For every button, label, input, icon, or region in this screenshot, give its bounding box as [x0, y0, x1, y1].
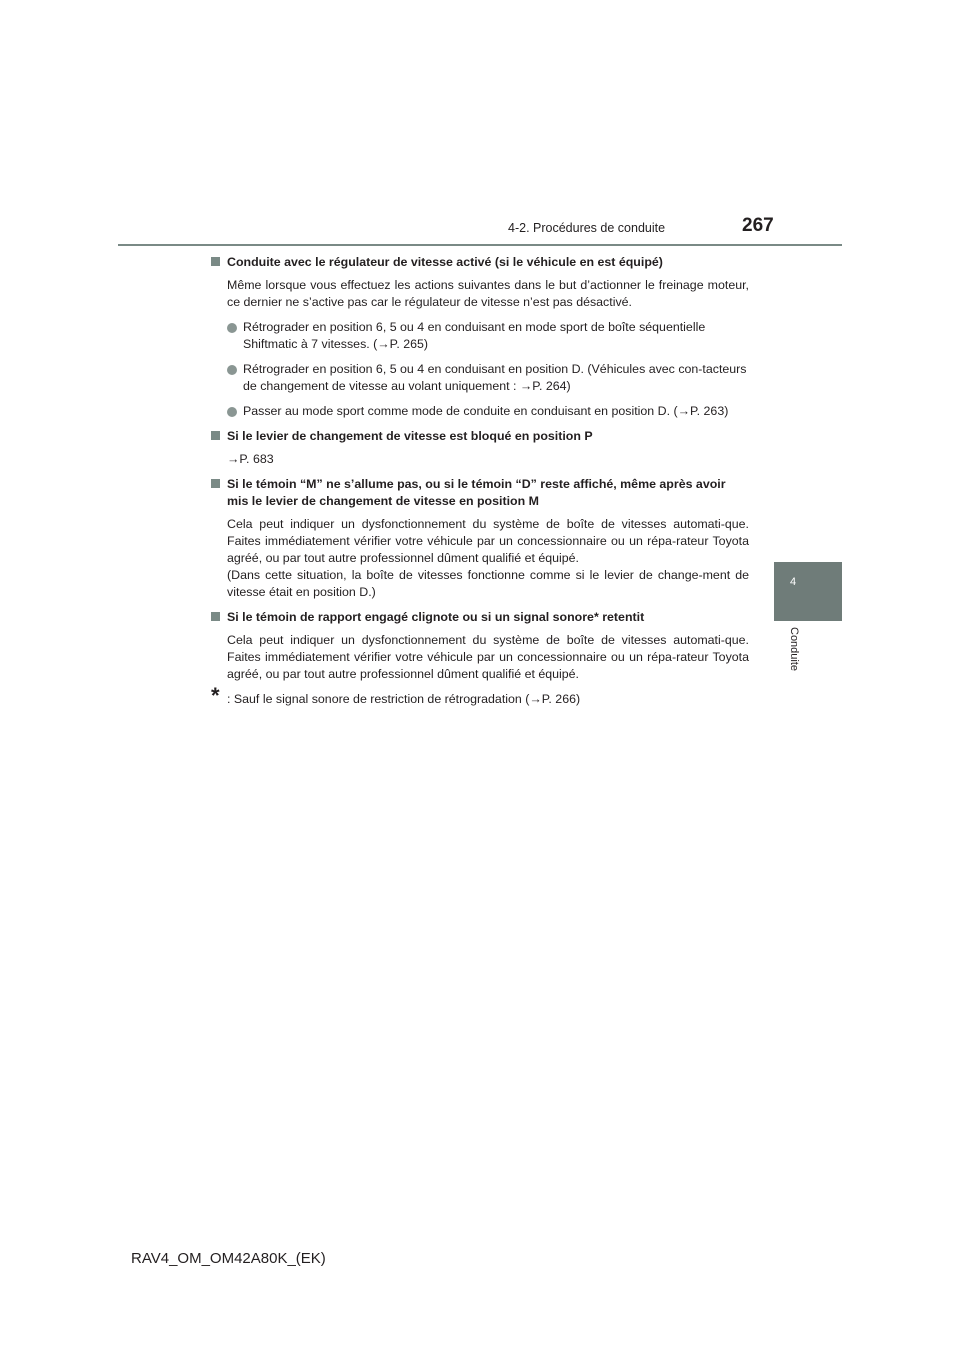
square-bullet-icon — [211, 479, 220, 488]
chapter-tab-number: 4 — [790, 576, 797, 588]
list-item-text: Rétrograder en position 6, 5 ou 4 en conduisant en mode sport de boîte séquentielle Shiftmatic à 7 vitesses. (→P. 265) — [243, 320, 706, 351]
footnote-mark: * — [211, 683, 220, 708]
circle-bullet-icon — [227, 365, 237, 375]
square-bullet-icon — [211, 257, 220, 266]
list-item — [227, 403, 749, 420]
footnote — [211, 683, 749, 708]
list-item-text: Passer au mode sport comme mode de conduite en conduisant en position D. (→P. 263) — [243, 404, 729, 418]
section-heading — [211, 254, 749, 271]
circle-bullet-icon — [227, 407, 237, 417]
section-paragraph — [227, 516, 749, 601]
circle-bullet-icon — [227, 323, 237, 333]
section-heading — [211, 476, 749, 510]
section-heading — [211, 609, 749, 626]
section-heading — [211, 428, 749, 445]
chapter-tab-label: Conduite — [788, 627, 800, 672]
header-divider — [118, 244, 842, 246]
section-paragraph-line: Cela peut indiquer un dysfonctionnement du système de boîte de vitesses automati-que. Faites immédiatement vérifier votre véhicule par un concessionnaire ou un répa-rateur Toyota agréé, ou par tout autre professionnel dûment qualifié et équipé. — [227, 517, 749, 565]
header-section-title: 4-2. Procédures de conduite — [508, 221, 666, 235]
document-code: RAV4_OM_OM42A80K_(EK) — [131, 1250, 326, 1267]
page-reference: →P. 683 — [227, 452, 274, 466]
page-content — [211, 254, 749, 708]
chapter-tab — [774, 562, 842, 621]
section-heading-text: Si le témoin “M” ne s’allume pas, ou si le témoin “D” reste affiché, même après avoir mis le levier de changement de vitesse en position M — [227, 477, 726, 508]
section-paragraph: Cela peut indiquer un dysfonctionnement du système de boîte de vitesses automati-que. Faites immédiatement vérifier votre véhicule par un concessionnaire ou un répa-rateur Toyota agréé, ou par tout autre professionnel dûment qualifié et équipé. — [227, 633, 749, 681]
square-bullet-icon — [211, 612, 220, 621]
list-item — [227, 361, 749, 395]
section-paragraph-line: (Dans cette situation, la boîte de vitesses fonctionne comme si le levier de change-ment de vitesse était en position D.) — [227, 568, 749, 599]
section-heading-text: Si le témoin de rapport engagé clignote ou si un signal sonore* retentit — [227, 610, 645, 624]
square-bullet-icon — [211, 431, 220, 440]
list-item-text: Rétrograder en position 6, 5 ou 4 en conduisant en position D. (Véhicules avec con-tacteurs de changement de vitesse au volant uniquement : →P. 264) — [243, 362, 747, 393]
section-paragraph: Même lorsque vous effectuez les actions suivantes dans le but d’actionner le freinage moteur, ce dernier ne s’active pas car le régulateur de vitesse n’est pas désactivé. — [227, 278, 749, 309]
list-item — [227, 319, 749, 353]
section-heading-text: Conduite avec le régulateur de vitesse activé (si le véhicule en est équipé) — [227, 255, 663, 269]
page-number: 267 — [742, 215, 774, 236]
footnote-text: : Sauf le signal sonore de restriction de rétrogradation (→P. 266) — [227, 692, 581, 706]
section-heading-text: Si le levier de changement de vitesse est bloqué en position P — [227, 429, 593, 443]
